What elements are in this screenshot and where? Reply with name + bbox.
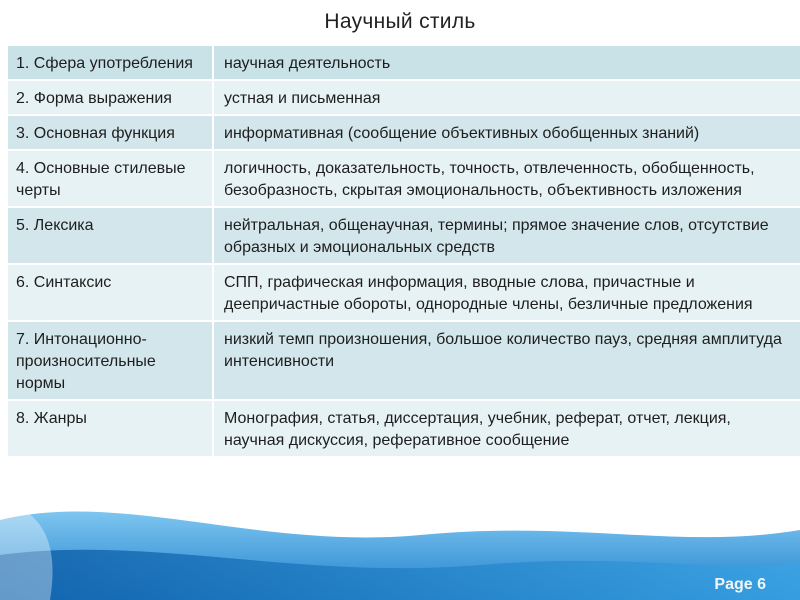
row-label: 6. Синтаксис <box>8 264 213 321</box>
page-title: Научный стиль <box>324 10 476 33</box>
table-row <box>8 150 800 207</box>
table-row <box>8 80 800 115</box>
row-label: 2. Форма выражения <box>8 80 213 115</box>
row-value: информативная (сообщение объективных обобщенных знаний) <box>213 115 800 150</box>
row-value: СПП, графическая информация, вводные слова, причастные и деепричастные обороты, однородные члены, безличные предложения <box>213 264 800 321</box>
table-row <box>8 400 800 457</box>
row-label: 8. Жанры <box>8 400 213 457</box>
row-label: 3. Основная функция <box>8 115 213 150</box>
row-value: нейтральная, общенаучная, термины; прямое значение слов, отсутствие образных и эмоциональных средств <box>213 207 800 264</box>
row-label: 5. Лексика <box>8 207 213 264</box>
row-label: 1. Сфера употребления <box>8 46 213 80</box>
row-label: 7. Интонационно-произносительные нормы <box>8 321 213 400</box>
table-row <box>8 321 800 400</box>
row-label: 4. Основные стилевые черты <box>8 150 213 207</box>
row-value: низкий темп произношения, большое количество пауз, средняя амплитуда интенсивности <box>213 321 800 400</box>
row-value: логичность, доказательность, точность, отвлеченность, обобщенность, безобразность, скрытая эмоциональность, объективность изложения <box>213 150 800 207</box>
row-value: Монография, статья, диссертация, учебник, реферат, отчет, лекция, научная дискуссия, реферативное сообщение <box>213 400 800 457</box>
row-value: научная деятельность <box>213 46 800 80</box>
decorative-wave-background <box>0 480 800 600</box>
table-row <box>8 207 800 264</box>
page-number: Page 6 <box>714 576 766 593</box>
table-row <box>8 264 800 321</box>
table-row <box>8 46 800 80</box>
row-value: устная и письменная <box>213 80 800 115</box>
table-row <box>8 115 800 150</box>
characteristics-table <box>8 46 800 458</box>
